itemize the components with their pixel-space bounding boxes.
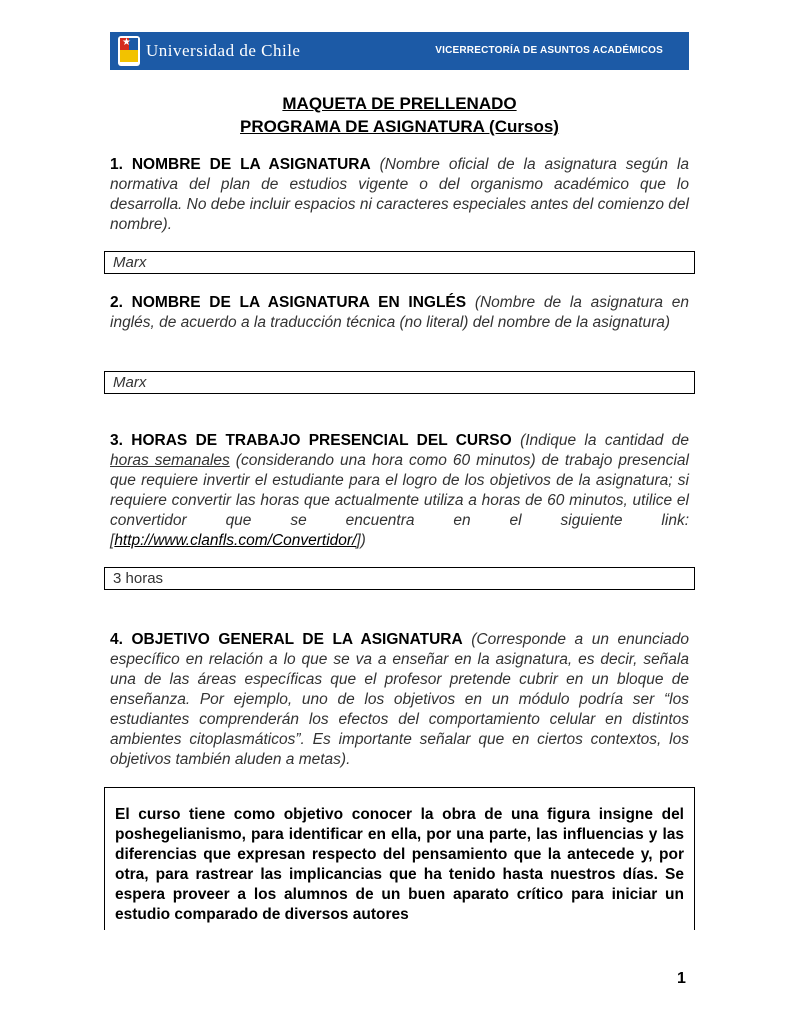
converter-link[interactable]: http://www.clanfls.com/Convertidor/ [114, 532, 357, 549]
section-3-heading: 3. HORAS DE TRABAJO PRESENCIAL DEL CURSO [110, 432, 512, 449]
section-4-heading: 4. OBJETIVO GENERAL DE LA ASIGNATURA [110, 631, 463, 648]
course-name-field: Marx [104, 251, 695, 274]
general-objective-text: El curso tiene como objetivo conocer la obra de una figura insigne del poshegelianismo, para identificar en ella, por una parte, las influencias y las diferencias que expresan respecto del pensamiento que la antecede y, por otra, para rastrear las implicancias que ha tenido hasta nuestros días. Se espera proveer a los alumnos de un buen aparato crítico para iniciar un estudio comparado de diversos autores [115, 806, 684, 923]
course-name-english-field: Marx [104, 371, 695, 394]
university-name: Universidad de Chile [146, 41, 301, 60]
section-1-text [110, 155, 689, 235]
section-2-description: (Nombre de la asignatura en inglés, de acuerdo a la traducción técnica (no literal) del nombre de la asignatura) [110, 294, 689, 331]
document-subtitle: PROGRAMA DE ASIGNATURA (Cursos) [240, 117, 559, 136]
section-4-text [110, 630, 689, 770]
section-4-description: (Corresponde a un enunciado específico en relación a lo que se va a enseñar en la asignatura, es decir, señala una de las áreas específicas que el profesor pretende cubrir en un bloque de enseñanza. Por ejemplo, uno de los objetivos en un módulo podría ser “los estudiantes comprenderán los efectos del comportamiento celular en distintos ambientes citoplasmáticos”. Es importante señalar que en ciertos contextos, los objetivos también aluden a metas). [110, 631, 690, 768]
section-3-text [110, 431, 689, 551]
general-objective-box [104, 787, 695, 930]
section-2-heading: 2. NOMBRE DE LA ASIGNATURA EN INGLÉS [110, 294, 467, 311]
header-banner [110, 32, 689, 70]
university-crest-icon: ★ [118, 36, 140, 66]
hours-field: 3 horas [104, 567, 695, 590]
document-title: MAQUETA DE PRELLENADO [282, 94, 517, 113]
vicerrectoria-label: VICERRECTORÍA DE ASUNTOS ACADÉMICOS [435, 45, 663, 56]
section-2-text [110, 293, 689, 333]
section-1-heading: 1. NOMBRE DE LA ASIGNATURA [110, 156, 371, 173]
weekly-hours-emphasis: horas semanales [110, 452, 230, 469]
section-1-description: (Nombre oficial de la asignatura según la normativa del plan de estudios vigente o del organismo académico que lo desarrolla. No debe incluir espacios ni caracteres especiales antes del comienzo del nombre). [110, 156, 690, 233]
section-3-description: (Indique la cantidad de horas semanales (considerando una hora como 60 minutos) de trabajo presencial que requiere invertir el estudiante para el logro de los objetivos de la asignatura; si requiere convertir las horas que actualmente utiliza a horas de 60 minutos, utilice el convertidor que se encuentra en el siguiente link: [http://www.clanfls.com/Convertidor/]) [110, 432, 690, 549]
page-number: 1 [677, 970, 686, 987]
